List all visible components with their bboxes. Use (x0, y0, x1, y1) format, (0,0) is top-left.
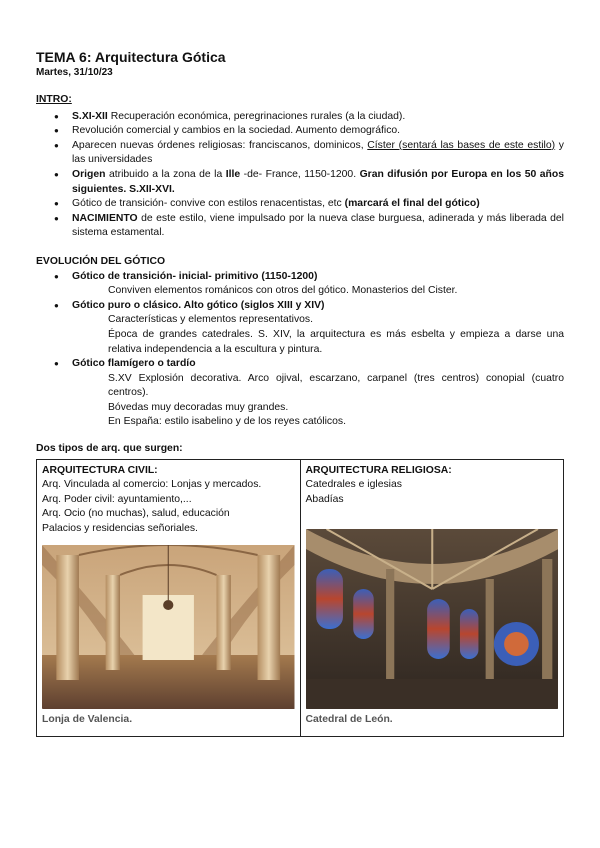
evolucion-item-title: ● Gótico flamígero o tardío (36, 357, 564, 372)
list-item: ● Gótico de transición- convive con estilos renacentistas, etc (marcará el final del gótico) (36, 197, 564, 212)
evolucion-heading: EVOLUCIÓN DEL GÓTICO (36, 255, 166, 267)
list-item: ● S.XI-XII Recuperación económica, peregrinaciones rurales (a la ciudad). (36, 110, 564, 125)
document-page (36, 48, 564, 737)
evolucion-item-text: S.XV Explosión decorativa. Arco ojival, escarzano, carpanel (tres centros) conopial (cuatro centros). (108, 372, 564, 399)
religiosa-caption: Catedral de León. (305, 714, 393, 726)
page-title: TEMA 6: Arquitectura Gótica (36, 49, 226, 65)
evolucion-item-title: ● Gótico de transición- inicial- primitivo (1150-1200) (36, 270, 564, 285)
evolucion-item-text: Características y elementos representativos. (108, 314, 314, 326)
intro-heading: INTRO: (36, 94, 72, 105)
evolucion-item-text: En España: estilo isabelino y de los reyes católicos. (108, 416, 346, 428)
evolucion-item-text: Bóvedas muy decoradas muy grandes. (108, 401, 289, 413)
list-item: ● Aparecen nuevas órdenes religiosas: franciscanos, dominicos, Císter (sentará las bases de este estilo) y las universidades (36, 139, 564, 168)
civil-line: Arq. Ocio (no muchas), salud, educación (42, 508, 230, 520)
catedral-illustration (306, 529, 559, 709)
religiosa-title: ARQUITECTURA RELIGIOSA: (305, 464, 452, 476)
architecture-table (36, 459, 564, 737)
religiosa-cell (300, 459, 564, 736)
tipos-heading: Dos tipos de arq. que surgen: (36, 443, 183, 455)
evolucion-item-text: Conviven elementos románicos con otros del gótico. Monasterios del Cister. (108, 285, 458, 297)
list-item: ● Revolución comercial y cambios en la sociedad. Aumento demográfico. (36, 124, 564, 139)
civil-line: Palacios y residencias señoriales. (42, 523, 198, 535)
lonja-illustration (42, 545, 295, 709)
evolucion-item-title: ● Gótico puro o clásico. Alto gótico (siglos XIII y XIV) (36, 299, 564, 314)
civil-cell (37, 459, 301, 736)
civil-line: Arq. Poder civil: ayuntamiento,... (42, 493, 192, 505)
civil-title: ARQUITECTURA CIVIL: (42, 464, 158, 476)
religiosa-line: Abadías (305, 493, 344, 505)
list-item: ● Origen atribuido a la zona de la Ille -de- France, 1150-1200. Gran difusión por Europa en los 50 años siguientes. S.XII-XVI. (36, 168, 564, 197)
civil-caption: Lonja de Valencia. (42, 713, 133, 725)
list-item: ● NACIMIENTO de este estilo, viene impulsado por la nueva clase burguesa, adinerada y más liberada del sistema estamental. (36, 212, 564, 241)
intro-list (36, 110, 564, 241)
catedral-photo (306, 529, 559, 709)
lonja-photo (42, 545, 295, 709)
religiosa-line: Catedrales e iglesias (305, 479, 402, 491)
page-date: Martes, 31/10/23 (36, 67, 113, 78)
evolucion-item-text: Época de grandes catedrales. S. XIV, la arquitectura es más esbelta y empieza a darse una relativa independencia a la escultura y pintura. (108, 328, 564, 355)
civil-line: Arq. Vinculada al comercio: Lonjas y mercados. (42, 479, 262, 491)
